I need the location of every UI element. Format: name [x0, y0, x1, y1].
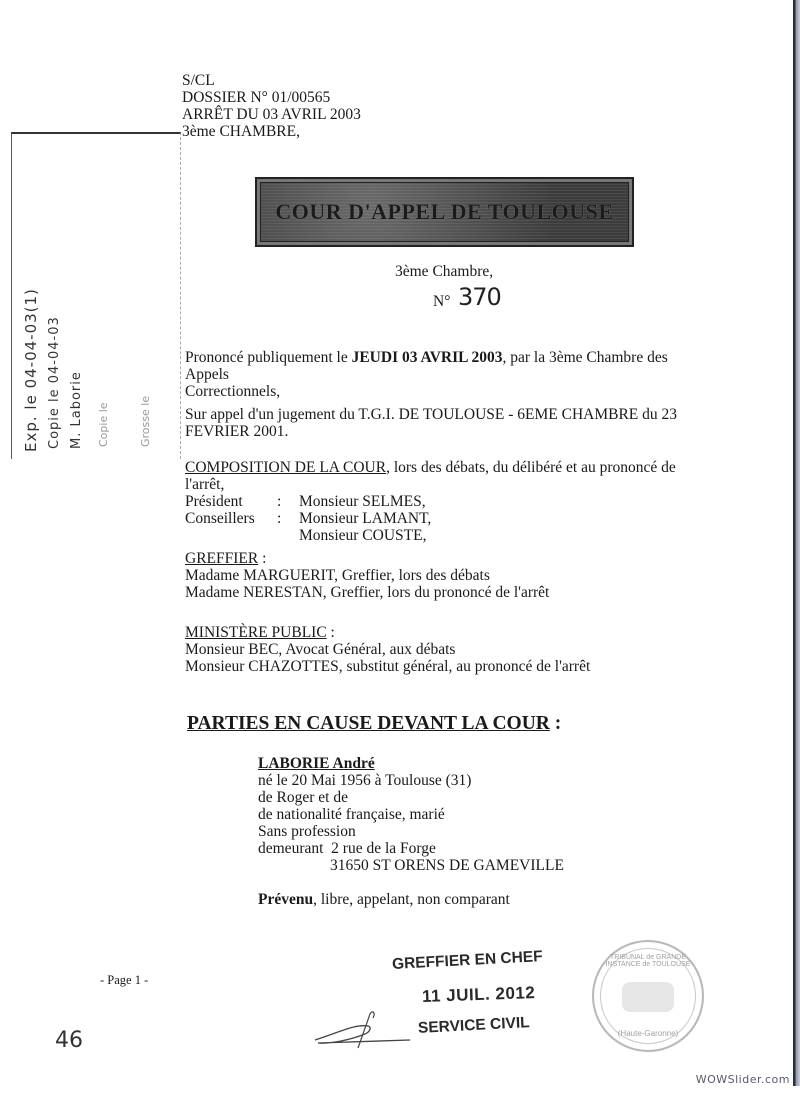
page-number: - Page 1 - [100, 973, 149, 987]
court-seal-icon [592, 940, 704, 1052]
greffier-section [185, 550, 710, 601]
ministere-heading-tail: : [326, 624, 335, 641]
composition-heading-tail: , lors des débats, du délibéré et au prononcé de l'arrêt, [185, 459, 676, 493]
party-name: LABORIE André [258, 755, 375, 772]
role-value: Monsieur LAMANT, [299, 510, 432, 527]
prononce-text: Prononcé publiquement le [185, 349, 352, 366]
party-status [258, 891, 564, 908]
stamp-service: SERVICE CIVIL [417, 1014, 531, 1037]
prononce-line2: Correctionnels, [185, 383, 281, 400]
margin-note-copie: Copie le 04-04-03 [47, 316, 62, 449]
seal-emblem [622, 982, 674, 1012]
arret-date: ARRÊT DU 03 AVRIL 2003 [182, 106, 361, 123]
parties-heading [187, 713, 561, 735]
dossier-number: DOSSIER N° 01/00565 [182, 89, 331, 106]
margin-note-laborie: M. Laborie [69, 371, 84, 449]
margin-note-grosse: Grosse le [139, 395, 152, 447]
party-nationality: de nationalité française, marié [258, 806, 445, 823]
prononce-paragraph [185, 349, 710, 400]
colon: : [277, 510, 282, 527]
composition-row [185, 510, 710, 527]
party-parents: de Roger et de [258, 789, 348, 806]
role-label: Conseillers [185, 510, 255, 527]
margin-notes [18, 220, 168, 460]
greffier-line: Madame NERESTAN, Greffier, lors du prononcé de l'arrêt [185, 584, 550, 601]
colon: : [277, 493, 282, 510]
signature-icon [310, 1010, 420, 1050]
court-title-banner [255, 177, 634, 247]
composition-section [185, 459, 710, 544]
court-title: COUR D'APPEL DE TOULOUSE [275, 199, 614, 224]
parties-title-tail: : [549, 713, 562, 734]
stamp-date: 11 JUIL. 2012 [421, 983, 536, 1006]
handwritten-page-number: 46 [55, 1028, 83, 1053]
appel-paragraph [185, 406, 710, 440]
colon [277, 527, 299, 544]
composition-row [185, 527, 710, 544]
prononce-text-tail: , par la 3ème Chambre des Appels [185, 349, 668, 383]
party-status-bold: Prévenu [258, 891, 314, 908]
greffier-line: Madame MARGUERIT, Greffier, lors des débats [185, 567, 490, 584]
greffier-heading: GREFFIER [185, 550, 259, 567]
chamber-subtitle: 3ème Chambre, [395, 263, 494, 280]
role-value: Monsieur COUSTE, [299, 527, 427, 544]
appel-line2: FEVRIER 2001. [185, 423, 289, 440]
watermark: WOWSlider.com [695, 1073, 790, 1086]
party-status-rest: , libre, appelant, non comparant [313, 891, 510, 908]
ref-code: S/CL [182, 72, 215, 89]
case-number-label: N° [433, 293, 451, 310]
role-label: Président [185, 493, 243, 510]
party-birth: né le 20 Mai 1956 à Toulouse (31) [258, 772, 472, 789]
party-block [258, 755, 564, 908]
margin-note-copie-blank: Copie le [97, 402, 110, 447]
ministere-line: Monsieur CHAZOTTES, substitut général, au prononcé de l'arrêt [185, 658, 591, 675]
chamber-label: 3ème CHAMBRE, [182, 123, 300, 140]
ministere-line: Monsieur BEC, Avocat Général, aux débats [185, 641, 456, 658]
appel-line1: Sur appel d'un jugement du T.G.I. DE TOULOUSE - 6EME CHAMBRE du 23 [185, 406, 678, 423]
party-city: 31650 ST ORENS DE GAMEVILLE [330, 857, 564, 874]
role-label [185, 527, 277, 544]
greffier-heading-tail: : [258, 550, 267, 567]
seal-top-text: TRIBUNAL de GRANDE INSTANCE de TOULOUSE [605, 954, 691, 968]
composition-row [185, 493, 710, 510]
role-value: Monsieur SELMES, [299, 493, 426, 510]
party-profession: Sans profession [258, 823, 356, 840]
ministere-heading: MINISTÈRE PUBLIC [185, 624, 327, 641]
ministere-section [185, 624, 710, 675]
margin-note-expedition: Exp. le 04-04-03(1) [22, 288, 40, 452]
seal-bottom-text: (Haute-Garonne) [617, 1029, 679, 1038]
party-address: demeurant 2 rue de la Forge [258, 840, 436, 857]
case-number-handwritten: 370 [458, 283, 501, 311]
composition-heading: COMPOSITION DE LA COUR [185, 459, 387, 476]
stamp-greffier: GREFFIER EN CHEF [391, 948, 544, 973]
document-header [182, 72, 361, 140]
prononce-date: JEUDI 03 AVRIL 2003 [351, 349, 503, 366]
parties-title: PARTIES EN CAUSE DEVANT LA COUR [187, 713, 550, 734]
page-right-edge [793, 0, 800, 1086]
